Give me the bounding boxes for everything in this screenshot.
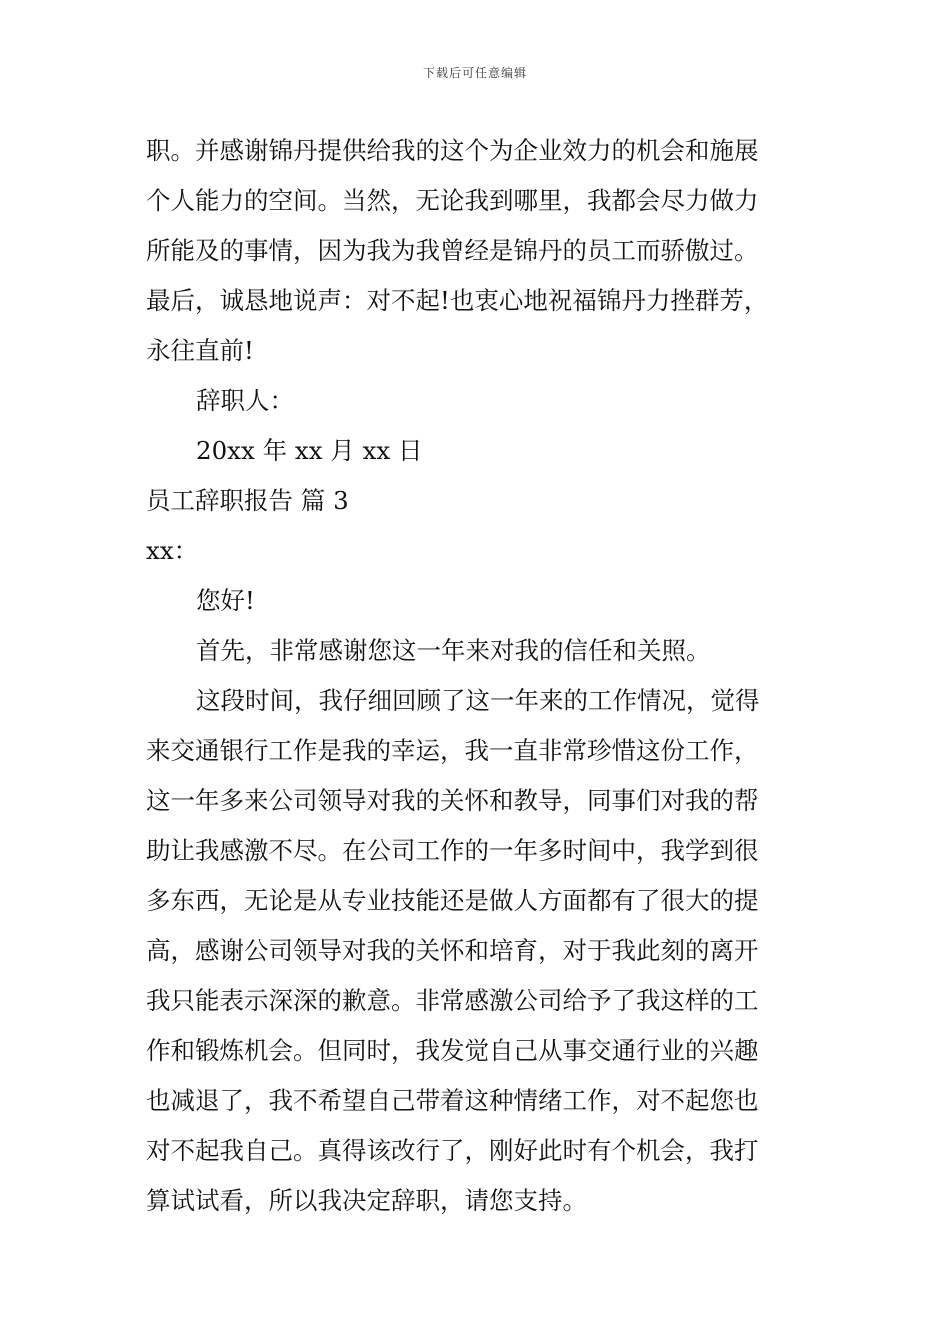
salutation: xx： bbox=[146, 536, 199, 565]
header-note: 下载后可任意编辑 bbox=[422, 66, 527, 80]
paragraph-line: 来交通银行工作是我的幸运，我一直非常珍惜这份工作， bbox=[146, 736, 759, 765]
paragraph-line: 这一年多来公司领导对我的关怀和教导，同事们对我的帮 bbox=[146, 786, 759, 815]
date-line: 20xx 年 xx 月 xx 日 bbox=[196, 436, 423, 465]
paragraph-line: 永往直前! bbox=[146, 336, 254, 365]
paragraph-line: 对不起我自己。真得该改行了，刚好此时有个机会，我打 bbox=[146, 1136, 759, 1165]
paragraph-line: 也减退了，我不希望自己带着这种情绪工作，对不起您也 bbox=[146, 1086, 759, 1115]
paragraph-line: 高，感谢公司领导对我的关怀和培育，对于我此刻的离开 bbox=[146, 936, 759, 965]
document-body bbox=[146, 126, 808, 1226]
paragraph-line: 助让我感激不尽。在公司工作的一年多时间中，我学到很 bbox=[146, 836, 759, 865]
paragraph-line: 这段时间，我仔细回顾了这一年来的工作情况，觉得 bbox=[196, 686, 760, 715]
signature-label: 辞职人： bbox=[196, 386, 294, 415]
paragraph-line: 所能及的事情，因为我为我曾经是锦丹的员工而骄傲过。 bbox=[146, 236, 759, 265]
paragraph-line: 多东西，无论是从专业技能还是做人方面都有了很大的提 bbox=[146, 886, 759, 915]
paragraph-line: 首先，非常感谢您这一年来对我的信任和关照。 bbox=[196, 636, 711, 665]
paragraph-line: 职。并感谢锦丹提供给我的这个为企业效力的机会和施展 bbox=[146, 136, 759, 165]
paragraph-line: 算试试看，所以我决定辞职，请您支持。 bbox=[146, 1186, 587, 1215]
greeting: 您好! bbox=[196, 586, 255, 615]
paragraph-line: 个人能力的空间。当然，无论我到哪里，我都会尽力做力 bbox=[146, 186, 759, 215]
paragraph-line: 我只能表示深深的歉意。非常感激公司给予了我这样的工 bbox=[146, 986, 759, 1015]
paragraph-line: 最后，诚恳地说声：对不起!也衷心地祝福锦丹力挫群芳， bbox=[146, 286, 769, 315]
paragraph-line: 作和锻炼机会。但同时，我发觉自己从事交通行业的兴趣 bbox=[146, 1036, 759, 1065]
section-title: 员工辞职报告 篇 3 bbox=[146, 486, 349, 515]
